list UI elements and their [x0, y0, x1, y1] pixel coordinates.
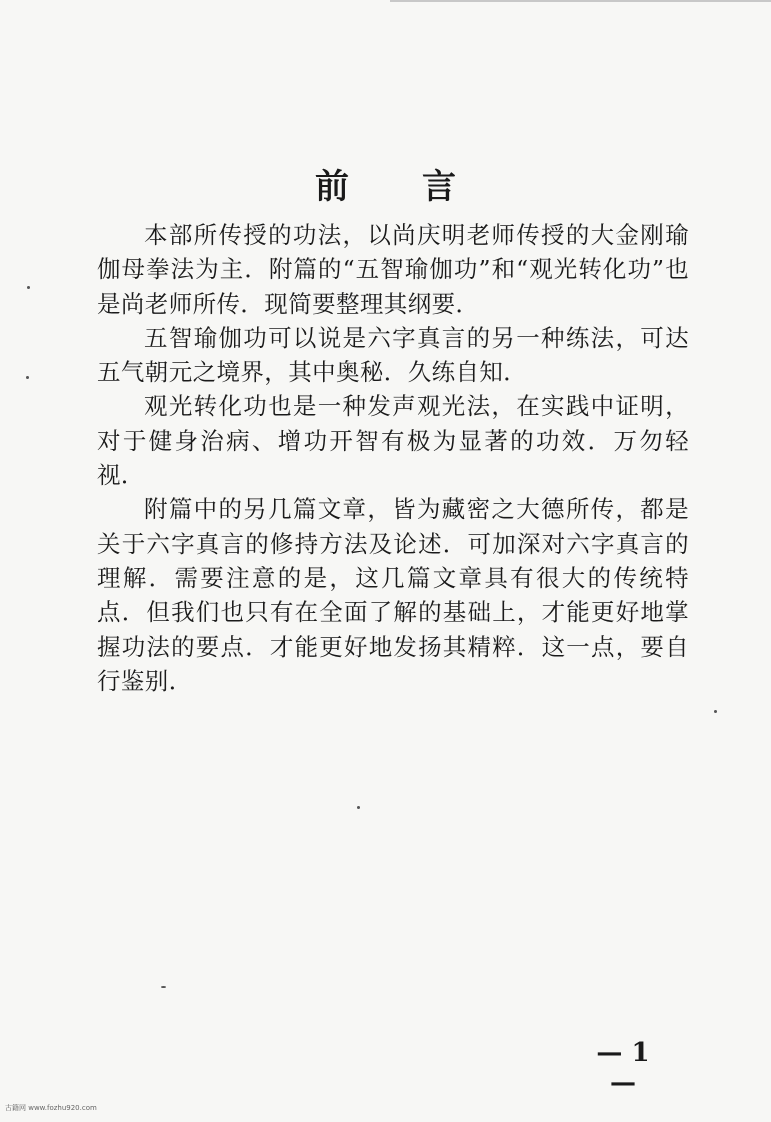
paragraph-4: 附篇中的另几篇文章，皆为藏密之大德所传，都是关于六字真言的修持方法及论述．可加深对六字真言的理解．需要注意的是，这几篇文章具有很大的传统特点．但我们也只有在全面了解的基础上，才能更好地掌握功法的要点．才能更好地发扬其精粹．这一点，要自行鉴别．: [97, 495, 689, 695]
paragraph-3: 观光转化功也是一种发声观光法，在实践中证明，对于健身治病、增功开智有极为显著的功效．万勿轻视．: [97, 392, 689, 490]
scan-speck: [161, 986, 166, 988]
scan-speck: [27, 286, 30, 289]
footer-credit: 古籍网 www.fozhu920.com: [5, 1104, 97, 1112]
page-title: 前 言: [314, 166, 487, 207]
preface-body: [97, 218, 689, 698]
scan-speck: [26, 376, 29, 379]
scan-speck: [714, 710, 717, 713]
page-number: — 1 —: [596, 1038, 650, 1098]
top-edge-rule: [390, 0, 771, 2]
scan-speck: [357, 806, 360, 809]
paragraph-2: 五智瑜伽功可以说是六字真言的另一种练法，可达五气朝元之境界，其中奥秘．久练自知．: [97, 323, 689, 387]
paragraph-1: 本部所传授的功法，以尚庆明老师传授的大金刚瑜伽母拳法为主．附篇的“五智瑜伽功”和“观光转化功”也是尚老师所传．现简要整理其纲要．: [97, 221, 689, 318]
